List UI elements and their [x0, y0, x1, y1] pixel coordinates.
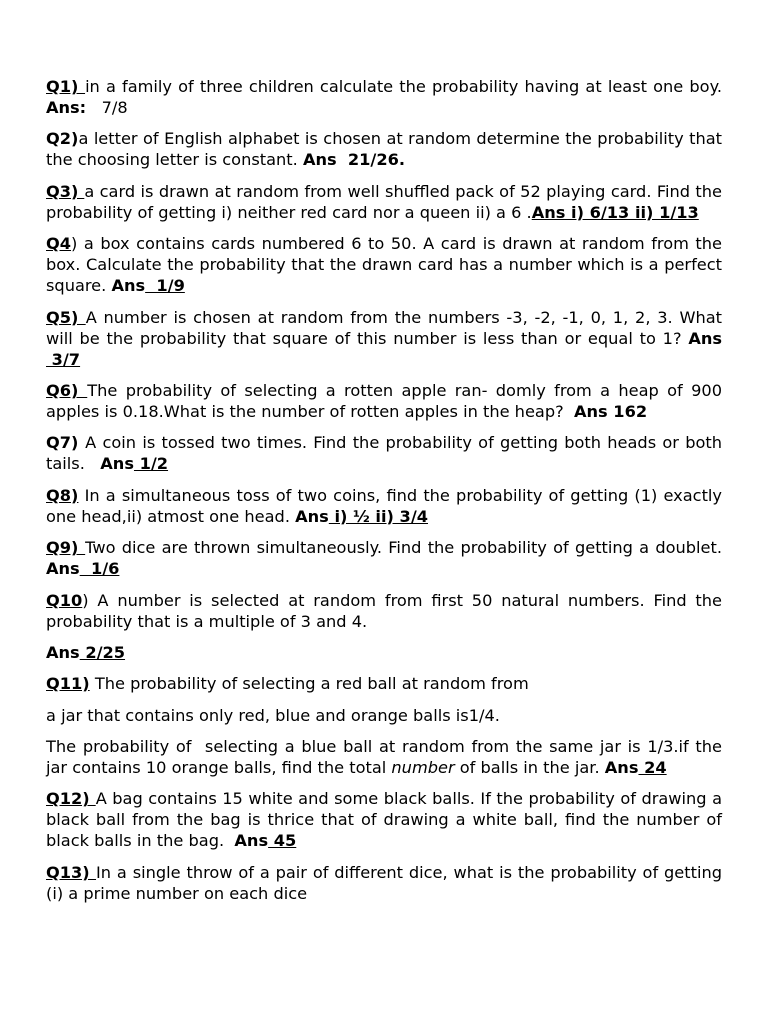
question-label: Q3): [46, 181, 85, 201]
question-5: [46, 307, 722, 370]
question-text: A coin is tossed two times. Find the probability of getting both heads or both tails.: [46, 433, 728, 474]
question-text: The probability of selecting a red ball at random from: [89, 674, 529, 694]
question-label: Q5): [46, 307, 86, 327]
answer-value: 1/9: [145, 276, 185, 296]
answer-value: 3/7: [46, 349, 81, 369]
question-text: a jar that contains only red, blue and orange balls is1/4.: [46, 705, 500, 725]
question-label: Q9): [46, 538, 86, 558]
answer-label: Ans: [604, 758, 639, 778]
answer-value: 2/25: [79, 642, 126, 662]
question-text: a card is drawn at random from well shuffled pack of 52 playing card. Find the probability of getting i) neither red card nor a queen ii) a 6 .: [46, 181, 722, 222]
question-11-line-3: [46, 736, 728, 778]
question-text-italic: number: [391, 758, 455, 778]
question-text: Two dice are thrown simultaneously. Find the probability of getting a doublet.: [85, 538, 722, 558]
question-label: Q13): [46, 862, 97, 882]
question-label: Q2): [46, 129, 79, 149]
question-label: Q11): [46, 674, 90, 694]
question-7: [46, 432, 728, 474]
question-12: [46, 788, 728, 851]
answer-value: 24: [638, 758, 667, 778]
answer-label: Ans i) 6/13 ii) 1/13: [531, 202, 699, 222]
answer-label: Ans: [688, 328, 722, 348]
question-2: [46, 128, 722, 170]
answer-value: 45: [268, 831, 297, 851]
question-sheet: [46, 76, 728, 914]
question-label: Q10: [46, 590, 83, 610]
question-10: [46, 590, 722, 632]
question-1: [46, 76, 722, 118]
answer-value: 7/8: [86, 98, 128, 117]
answer-value: i) ½ ii) 3/4: [328, 506, 428, 526]
answer-label: Ans: [100, 454, 134, 474]
question-text: In a single throw of a pair of different dice, what is the probability of getting (i) a prime number on each dice: [46, 862, 722, 903]
answer-label: Ans: [46, 559, 80, 579]
answer-value: 1/6: [79, 559, 120, 579]
question-9: [46, 537, 722, 579]
question-11-line-2: [46, 705, 722, 726]
question-label: Q12): [46, 789, 96, 809]
question-label: Q1): [46, 77, 86, 96]
question-11: [46, 673, 722, 694]
question-6: [46, 380, 728, 422]
answer-10: [46, 642, 722, 663]
answer-label: Ans:: [46, 98, 87, 117]
question-label: Q7): [46, 433, 86, 453]
question-text: ) A number is selected at random from first 50 natural numbers. Find the probability that is a multiple of 3 and 4.: [46, 590, 722, 631]
question-text: a letter of English alphabet is chosen at random determine the probability that the choosing letter is constant.: [46, 129, 722, 170]
question-text: of balls in the jar.: [454, 758, 605, 778]
question-3: [46, 181, 722, 223]
question-4: [46, 233, 722, 296]
answer-label: Ans: [46, 642, 80, 662]
question-text: A number is chosen at random from the numbers -3, -2, -1, 0, 1, 2, 3. What will be the probability that square of this number is less than or equal to 1?: [46, 307, 722, 348]
question-label: Q4: [46, 234, 72, 254]
answer-label: Ans: [111, 276, 146, 296]
answer-label: Ans: [234, 831, 269, 851]
answer-value: 1/2: [133, 454, 169, 474]
question-text: ) a box contains cards numbered 6 to 50. A card is drawn at random from the box. Calculate the probability that the drawn card has a number which is a perfect square.: [46, 234, 722, 296]
answer-label: Ans 21/26.: [302, 150, 406, 170]
question-text: The probability of selecting a rotten apple ran- domly from a heap of 900 apples is 0.18.What is the number of rotten apples in the heap?: [46, 380, 728, 421]
answer-label: Ans: [295, 506, 329, 526]
question-8: [46, 485, 722, 527]
question-text: in a family of three children calculate the probability having at least one boy.: [85, 77, 723, 96]
question-label: Q8): [46, 485, 79, 505]
question-text: In a simultaneous toss of two coins, find the probability of getting (1) exactly one head,ii) atmost one head.: [46, 485, 722, 526]
question-label: Q6): [46, 380, 88, 400]
question-13: [46, 862, 722, 904]
answer-label: Ans 162: [573, 401, 648, 421]
question-text: A bag contains 15 white and some black balls. If the probability of drawing a black ball from the bag is thrice that of drawing a white ball, find the number of black balls in the bag.: [46, 789, 728, 851]
question-text: The probability of selecting a blue ball at random from the same jar is 1/3.if the jar contains 10 orange balls, find the total: [46, 737, 728, 778]
